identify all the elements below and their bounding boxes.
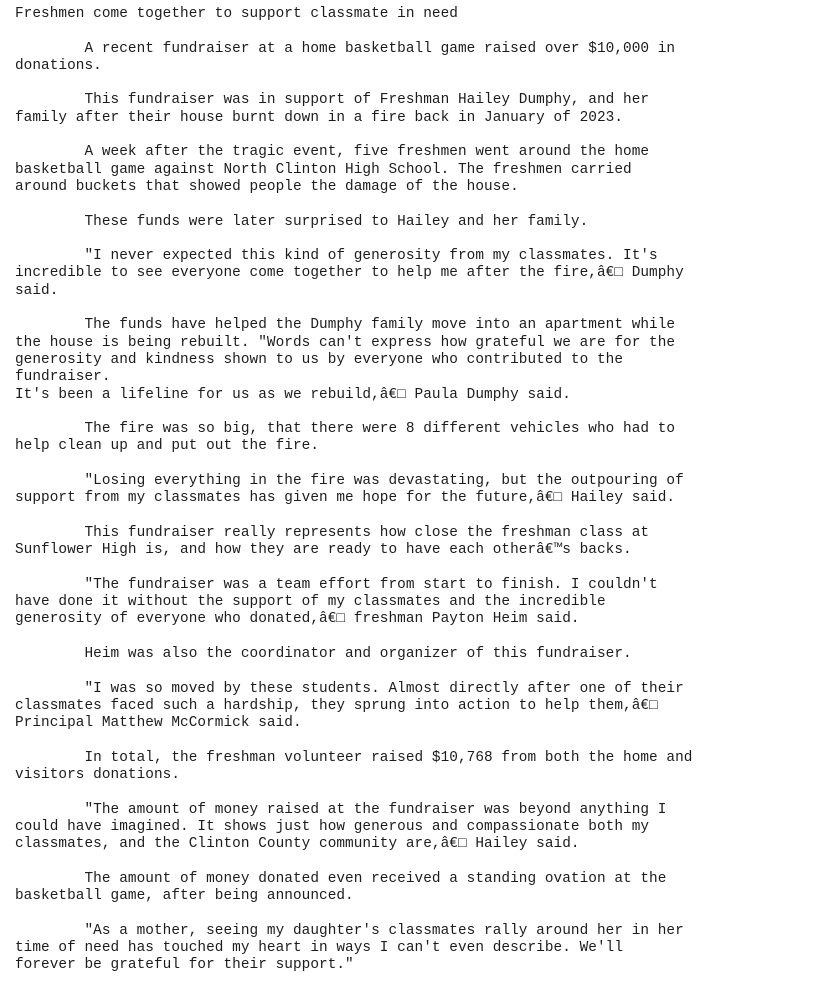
- paragraph-line: generosity of everyone who donated,â€□ freshman Payton Heim said.: [15, 611, 580, 628]
- paragraph-line: Sunflower High is, and how they are ready to have each otherâ€™s backs.: [15, 542, 632, 559]
- article-paragraph: [15, 750, 830, 785]
- paragraph-gap: [15, 75, 830, 92]
- paragraph-line: "I was so moved by these students. Almost directly after one of their: [15, 680, 684, 697]
- paragraph-gap: [15, 905, 830, 922]
- paragraph-line: basketball game, after being announced.: [15, 888, 354, 905]
- article-paragraph: [15, 248, 830, 300]
- paragraph-line: "The fundraiser was a team effort from start to finish. I couldn't: [15, 576, 658, 593]
- paragraph-line: "Losing everything in the fire was devastating, but the outpouring of: [15, 473, 684, 490]
- paragraph-line: help clean up and put out the fire.: [15, 438, 320, 455]
- paragraph-line: forever be grateful for their support.": [15, 957, 354, 974]
- paragraph-gap: [15, 663, 830, 680]
- paragraph-line: This fundraiser really represents how close the freshman class at: [15, 524, 650, 541]
- paragraph-line: Heim was also the coordinator and organizer of this fundraiser.: [15, 645, 632, 662]
- paragraph-line: support from my classmates has given me hope for the future,â€□ Hailey said.: [15, 490, 676, 507]
- paragraph-line: These funds were later surprised to Hailey and her family.: [15, 213, 589, 230]
- paragraph-line: the house is being rebuilt. "Words can't express how grateful we are for the: [15, 334, 676, 351]
- article-paragraph: [15, 421, 830, 456]
- article-paragraph: [15, 473, 830, 508]
- article-paragraph: [15, 871, 830, 906]
- paragraph-gap: [15, 560, 830, 577]
- paragraph-line: A recent fundraiser at a home basketball game raised over $10,000 in: [15, 40, 676, 57]
- paragraph-gap: [15, 23, 830, 40]
- paragraph-gap: [15, 127, 830, 144]
- article-paragraph: [15, 681, 830, 733]
- paragraph-line: basketball game against North Clinton High School. The freshmen carried: [15, 161, 632, 178]
- article-title: Freshmen come together to support classmate in need: [15, 6, 458, 22]
- article-body: [15, 41, 830, 975]
- paragraph-line: "The amount of money raised at the fundraiser was beyond anything I: [15, 801, 667, 818]
- paragraph-line: The funds have helped the Dumphy family move into an apartment while: [15, 317, 676, 334]
- article-paragraph: [15, 577, 830, 629]
- paragraph-line: generosity and kindness shown to us by everyone who contributed to the: [15, 351, 624, 368]
- paragraph-line: "As a mother, seeing my daughter's classmates rally around her in her: [15, 922, 684, 939]
- paragraph-gap: [15, 231, 830, 248]
- paragraph-line: "I never expected this kind of generosity from my classmates. It's: [15, 248, 658, 265]
- paragraph-line: classmates, and the Clinton County community are,â€□ Hailey said.: [15, 836, 580, 853]
- paragraph-gap: [15, 508, 830, 525]
- paragraph-gap: [15, 629, 830, 646]
- paragraph-line: It's been a lifeline for us as we rebuild,â€□ Paula Dumphy said.: [15, 386, 571, 403]
- paragraph-line: Principal Matthew McCormick said.: [15, 715, 302, 732]
- paragraph-line: donations.: [15, 57, 102, 74]
- paragraph-line: around buckets that showed people the damage of the house.: [15, 178, 519, 195]
- paragraph-gap: [15, 196, 830, 213]
- paragraph-line: could have imagined. It shows just how generous and compassionate both my: [15, 818, 650, 835]
- article-paragraph: [15, 646, 830, 663]
- article-paragraph: [15, 92, 830, 127]
- article-paragraph: [15, 144, 830, 196]
- article-paragraph: [15, 802, 830, 854]
- paragraph-gap: [15, 784, 830, 801]
- paragraph-gap: [15, 300, 830, 317]
- paragraph-line: A week after the tragic event, five freshmen went around the home: [15, 144, 650, 161]
- paragraph-gap: [15, 456, 830, 473]
- paragraph-line: incredible to see everyone come together to help me after the fire,â€□ Dumphy: [15, 265, 684, 282]
- paragraph-line: said.: [15, 282, 59, 299]
- paragraph-line: time of need has touched my heart in ways I can't even describe. We'll: [15, 940, 624, 957]
- article-paragraph: [15, 41, 830, 76]
- article-paragraph: [15, 317, 830, 403]
- article-paragraph: [15, 214, 830, 231]
- paragraph-gap: [15, 854, 830, 871]
- article-paragraph: [15, 923, 830, 975]
- paragraph-line: fundraiser.: [15, 369, 111, 386]
- paragraph-gap: [15, 404, 830, 421]
- paragraph-line: The fire was so big, that there were 8 different vehicles who had to: [15, 421, 676, 438]
- article-paragraph: [15, 525, 830, 560]
- paragraph-line: classmates faced such a hardship, they sprung into action to help them,â€□: [15, 697, 658, 714]
- paragraph-gap: [15, 732, 830, 749]
- paragraph-line: This fundraiser was in support of Freshman Hailey Dumphy, and her: [15, 92, 650, 109]
- paragraph-line: family after their house burnt down in a fire back in January of 2023.: [15, 109, 624, 126]
- paragraph-line: The amount of money donated even received a standing ovation at the: [15, 870, 667, 887]
- paragraph-line: have done it without the support of my classmates and the incredible: [15, 594, 606, 611]
- paragraph-line: In total, the freshman volunteer raised $10,768 from both the home and: [15, 749, 693, 766]
- paragraph-line: visitors donations.: [15, 767, 181, 784]
